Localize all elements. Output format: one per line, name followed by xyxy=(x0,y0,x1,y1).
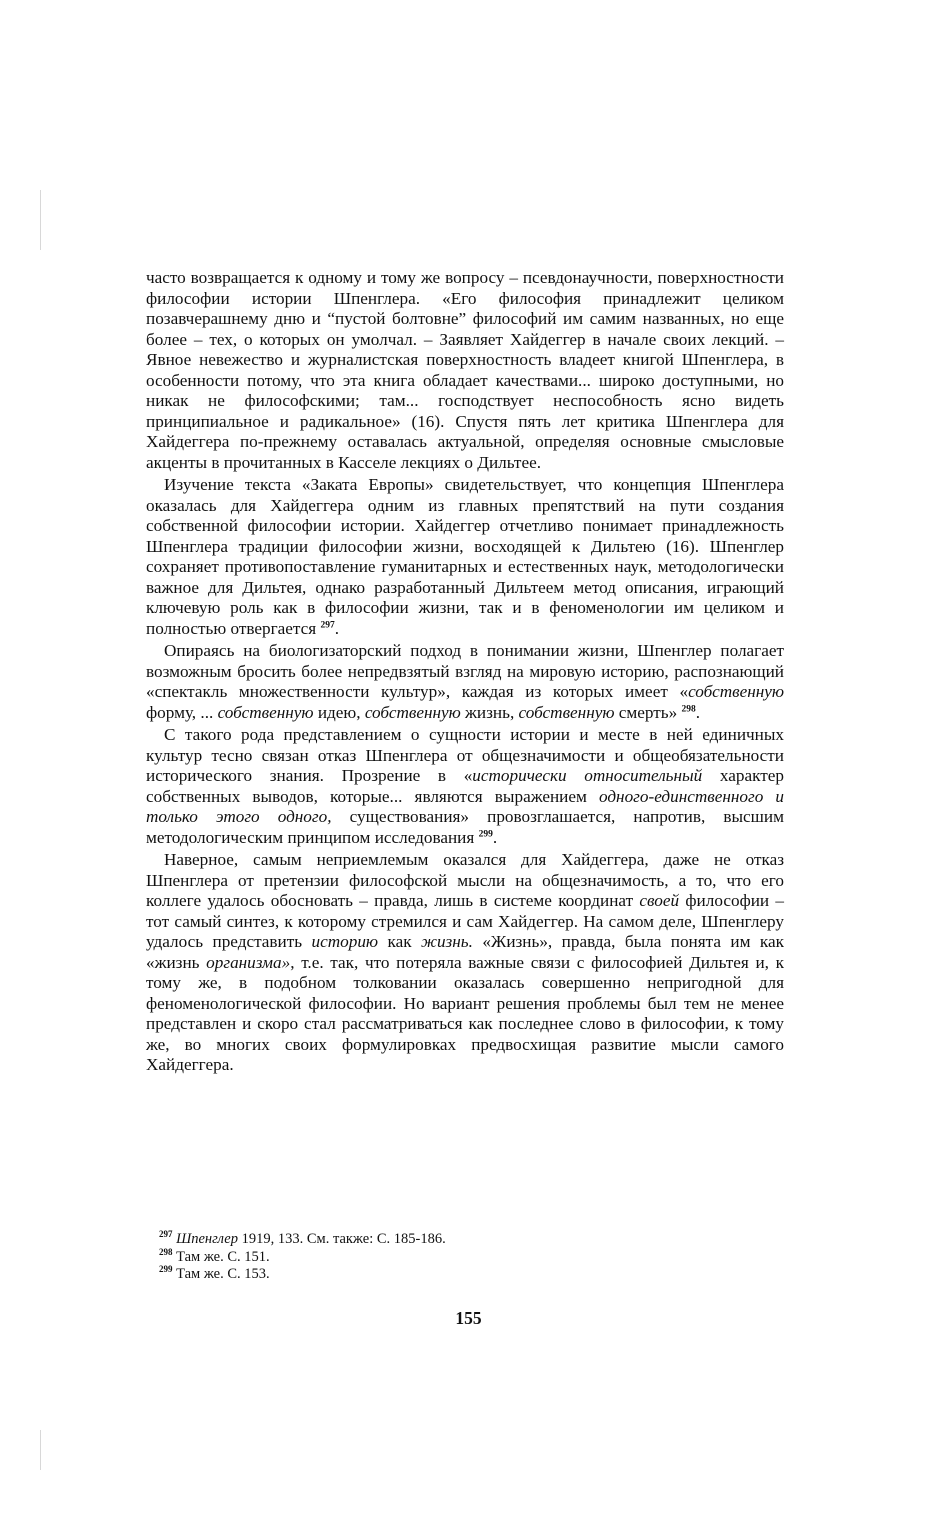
footnote-number: 297 xyxy=(159,1229,173,1240)
text-run: , т.е. так, что потеряла важные связи с философией Дильтея и, к тому же, в подобном толковании оказалась совершенно непригодной для феноменологической философии. Но вариант решения проблемы был тем не менее представлен и скоро стал рассматриваться как последнее слово в философии, к тому же, во многих своих формулировках предвосхищая развитие мысли самого Хайдеггера. xyxy=(146,952,784,1074)
scan-edge-mark-top xyxy=(40,190,41,250)
footnote-ref: 297 xyxy=(320,619,335,630)
text-run: форму, ... xyxy=(146,702,218,722)
footnote-author: Шпенглер xyxy=(176,1231,238,1247)
text-run: «Жизнь», правда, была понята им как «жизнь xyxy=(146,932,784,972)
text-run: Наверное, самым неприемлемым оказался для Хайдеггера, даже не отказ Шпенглера от претензии философской мысли на общезначимость, а то, что его коллеге удалось обосновать – правда, лишь в системе координат xyxy=(146,850,784,910)
emphasis-text: собственную xyxy=(217,702,314,722)
footnote-text: Там же. С. 151. xyxy=(176,1248,270,1265)
page-number: 155 xyxy=(455,1308,482,1328)
paragraph xyxy=(146,641,784,723)
emphasis-text: одного-единственного и только этого одного, xyxy=(146,786,785,826)
emphasis-text: собственную xyxy=(688,682,784,701)
footnote xyxy=(159,1231,759,1249)
footnotes xyxy=(159,1231,759,1284)
text-run: как xyxy=(378,932,421,951)
emphasis-text: своей xyxy=(639,891,680,910)
text-run: . xyxy=(334,618,339,638)
text-run: существования» провозглашается, напротив, высшим методологическим принципом исследования xyxy=(146,807,784,847)
paragraph xyxy=(146,850,784,1076)
footnote-ref: 299 xyxy=(478,828,493,839)
scan-edge-mark-bottom xyxy=(40,1430,41,1470)
emphasis-text: собственную xyxy=(518,702,615,722)
emphasis-text: организма» xyxy=(206,952,291,972)
paragraph xyxy=(146,268,784,473)
text-run: жизнь, xyxy=(460,702,519,722)
footnote-number: 298 xyxy=(159,1246,173,1257)
text-run: философии – тот самый синтез, к которому стремился и сам Хайдеггер. На самом деле, Шпенглеру удалось представить xyxy=(146,891,784,951)
footnote-text: Там же. С. 153. xyxy=(176,1266,270,1282)
footnote-text: 1919, 133. См. также: С. 185-186. xyxy=(237,1231,446,1247)
body-text xyxy=(146,268,784,1078)
text-run: часто возвращается к одному и тому же вопросу – псевдонаучности, поверхностности философии истории Шпенглера. «Его философия принадлежит целиком позавчерашнему дню и “пустой болтовне” философий им самим названных, но еще более – тех, о которых он умолчал. – Заявляет Хайдеггер в начале своих лекций. – Явное невежество и журналистская поверхностность владеет книгой Шпенглера, в особенности потому, что эта книга обладает качествами... широко доступными, но никак не философскими; там... господствует неспособность ясно видеть принципиальное и радикальное» (16). Спустя пять лет критика Шпенглера для Хайдеггера по-прежнему оставалась актуальной, определяя основные смысловые акценты в прочитанных в Касселе лекциях о Дильтее. xyxy=(146,268,784,472)
paragraph xyxy=(146,725,784,848)
paragraph xyxy=(146,475,784,639)
text-run: Опираясь на биологизаторский подход в понимании жизни, Шпенглер полагает возможным бросить более непредвзятый взгляд на мировую историю, распознающий «спектакль множественности культур», каждая из которых имеет « xyxy=(146,641,784,701)
footnote-number: 299 xyxy=(159,1264,173,1275)
text-run: С такого рода представлением о сущности истории и месте в ней единичных культур тесно связан отказ Шпенглера от общезначимости и общеобязательности исторического знания. Прозрение в « xyxy=(146,725,784,785)
emphasis-text: исторически относительный xyxy=(472,766,703,785)
footnote xyxy=(159,1246,759,1267)
footnote-ref: 298 xyxy=(681,703,696,714)
text-run: Изучение текста «Заката Европы» свидетельствует, что концепция Шпенглера оказалась для Хайдеггера одним из главных препятствий на пути создания собственной философии истории. Хайдеггер отчетливо понимает принадлежность Шпенглера традиции философии жизни, восходящей к Дильтею (16). Шпенглер сохраняет противопоставление гуманитарных и естественных наук, методологически важное для Дильтея, однако разработанный Дильтеем метод описания, играющий ключевую роль как в философии жизни, так и в феноменологии им целиком и полностью отвергается xyxy=(146,475,784,638)
text-run: характер собственных выводов, которые... являются выражением xyxy=(146,766,785,806)
emphasis-text: историю xyxy=(311,932,379,951)
footnote xyxy=(159,1266,759,1284)
emphasis-text: жизнь. xyxy=(420,932,473,951)
text-run: . xyxy=(695,702,701,722)
text-run: . xyxy=(492,827,498,847)
text-run: смерть» xyxy=(614,702,682,722)
emphasis-text: собственную xyxy=(364,702,461,722)
text-run: идею, xyxy=(313,702,365,722)
